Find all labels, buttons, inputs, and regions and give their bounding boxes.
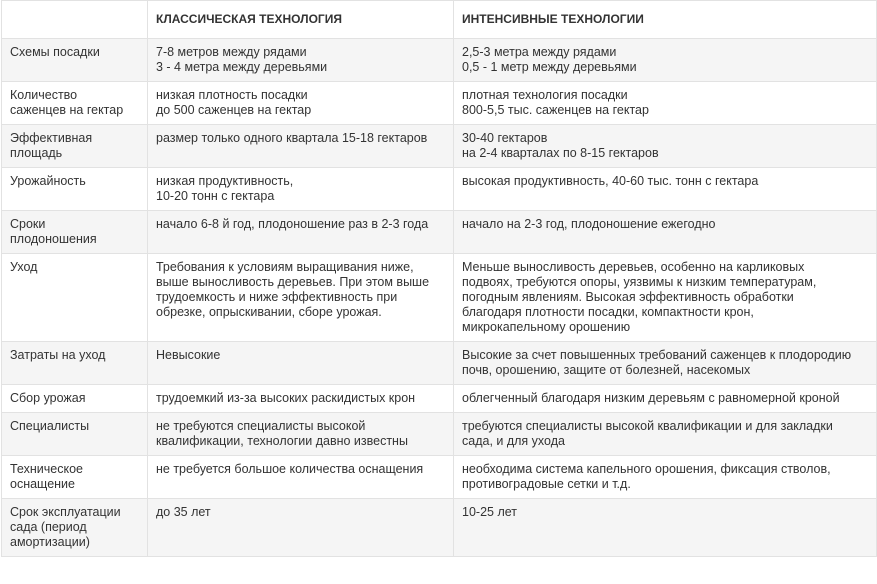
classic-cell: до 35 лет	[148, 499, 454, 557]
header-cell-classic: КЛАССИЧЕСКАЯ ТЕХНОЛОГИЯ	[148, 1, 454, 39]
intensive-cell: необходима система капельного орошения, фиксация стволов, противоградовые сетки и т.д.	[454, 456, 877, 499]
table-row	[2, 342, 877, 385]
classic-cell: Требования к условиям выращивания ниже, выше выносливость деревьев. При этом выше трудоемкость и ниже эффективность при обрезке, опрыскивании, сборе урожая.	[148, 254, 454, 342]
row-label: Специалисты	[2, 413, 148, 456]
intensive-cell: плотная технология посадки 800-5,5 тыс. саженцев на гектар	[454, 82, 877, 125]
classic-cell: размер только одного квартала 15-18 гектаров	[148, 125, 454, 168]
intensive-cell: 10-25 лет	[454, 499, 877, 557]
intensive-cell: облегченный благодаря низким деревьям с равномерной кроной	[454, 385, 877, 413]
row-label: Техническое оснащение	[2, 456, 148, 499]
table-row	[2, 125, 877, 168]
table-row	[2, 254, 877, 342]
table-row	[2, 82, 877, 125]
header-cell-criteria	[2, 1, 148, 39]
intensive-cell: Меньше выносливость деревьев, особенно на карликовых подвоях, требуются опоры, уязвимы к низким температурам, погодным явлениям. Высокая эффективность обработки благодаря плотности посадки, компактности крон, микрокапельному орошению	[454, 254, 877, 342]
classic-cell: начало 6-8 й год, плодоношение раз в 2-3 года	[148, 211, 454, 254]
row-label: Схемы посадки	[2, 39, 148, 82]
intensive-cell: Высокие за счет повышенных требований саженцев к плодородию почв, орошению, защите от болезней, насекомых	[454, 342, 877, 385]
row-label: Сбор урожая	[2, 385, 148, 413]
row-label: Срок эксплуатации сада (период амортизации)	[2, 499, 148, 557]
intensive-cell: требуются специалисты высокой квалификации и для закладки сада, и для ухода	[454, 413, 877, 456]
classic-cell: Невысокие	[148, 342, 454, 385]
row-label: Уход	[2, 254, 148, 342]
intensive-cell: начало на 2-3 год, плодоношение ежегодно	[454, 211, 877, 254]
classic-cell: не требуются специалисты высокой квалификации, технологии давно известны	[148, 413, 454, 456]
classic-cell: не требуется большое количества оснащения	[148, 456, 454, 499]
table-row	[2, 385, 877, 413]
table-row	[2, 413, 877, 456]
row-label: Количество саженцев на гектар	[2, 82, 148, 125]
classic-cell: 7-8 метров между рядами 3 - 4 метра между деревьями	[148, 39, 454, 82]
classic-cell: низкая плотность посадки до 500 саженцев на гектар	[148, 82, 454, 125]
classic-cell: низкая продуктивность, 10-20 тонн с гектара	[148, 168, 454, 211]
intensive-cell: 2,5-3 метра между рядами 0,5 - 1 метр между деревьями	[454, 39, 877, 82]
table-row	[2, 456, 877, 499]
classic-cell: трудоемкий из-за высоких раскидистых крон	[148, 385, 454, 413]
table-row	[2, 211, 877, 254]
table-row	[2, 168, 877, 211]
row-label: Урожайность	[2, 168, 148, 211]
header-row	[2, 1, 877, 39]
comparison-table	[1, 0, 877, 557]
intensive-cell: высокая продуктивность, 40-60 тыс. тонн с гектара	[454, 168, 877, 211]
table-row	[2, 499, 877, 557]
row-label: Сроки плодоношения	[2, 211, 148, 254]
table-row	[2, 39, 877, 82]
intensive-cell: 30-40 гектаров на 2-4 кварталах по 8-15 гектаров	[454, 125, 877, 168]
row-label: Эффективная площадь	[2, 125, 148, 168]
row-label: Затраты на уход	[2, 342, 148, 385]
header-cell-intensive: ИНТЕНСИВНЫЕ ТЕХНОЛОГИИ	[454, 1, 877, 39]
